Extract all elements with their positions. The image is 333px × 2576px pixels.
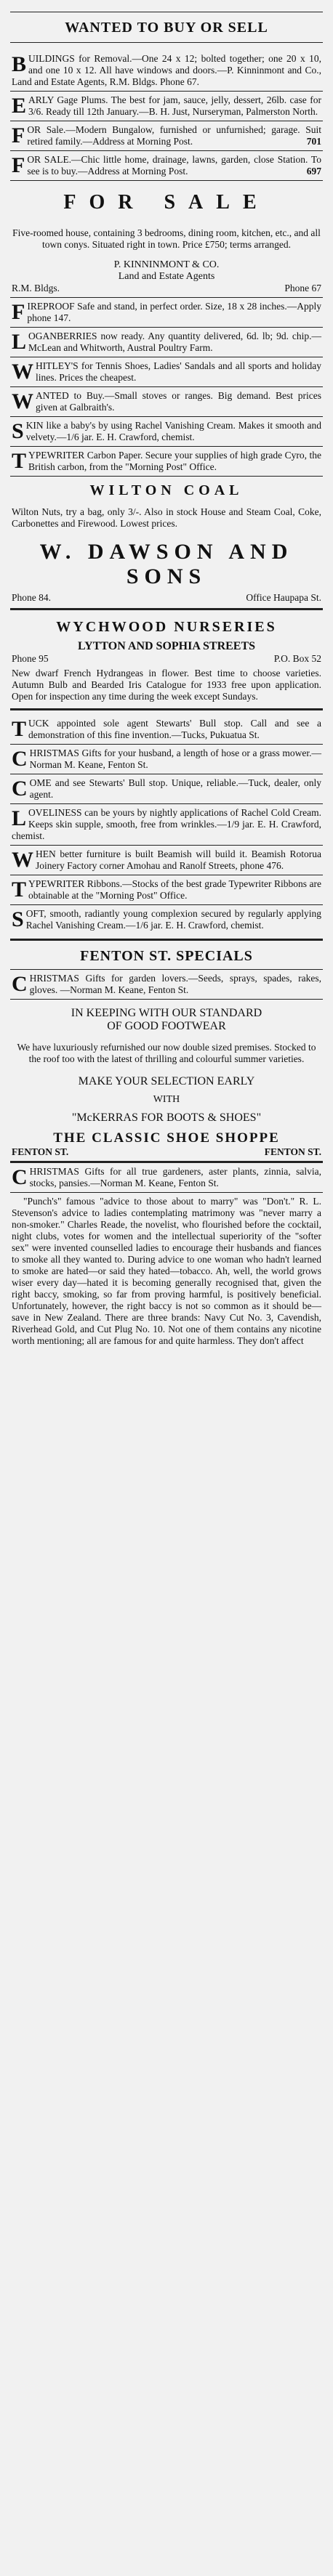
drop-cap: S	[12, 907, 24, 931]
agent-name: P. KINNINMONT & CO.	[113, 259, 220, 270]
drop-cap: T	[12, 717, 27, 741]
ad-bull-stop	[0, 774, 333, 803]
ad-carbon-paper	[0, 447, 333, 476]
ad-text: UILDINGS for Removal.—One 24 x 12; bolted together; one 20 x 10, and one 10 x 12. All have windows and doors.—P. Kinninmont and Co., Land and Estate Agents, R.M. Bldgs. Phone 67.	[12, 53, 321, 87]
ad-christmas-gardeners	[0, 1163, 333, 1192]
ad-text: ANTED to Buy.—Small stoves or ranges. Big demand. Best prices given at Galbraith's.	[36, 390, 321, 413]
drop-cap: L	[12, 330, 27, 354]
dawson-contact-row	[0, 592, 333, 608]
ad-number: 697	[306, 166, 321, 177]
drop-cap: W	[12, 389, 33, 413]
ad-text: HRISTMAS Gifts for your husband, a length of hose or a grass mower.—Norman M. Keane, Fenton St.	[29, 748, 321, 770]
fenton-right: FENTON ST.	[264, 1146, 321, 1157]
for-sale-text: Five-roomed house, containing 3 bedrooms, dining room, kitchen, etc., and all town conys. Situated right in town. Price £750; terms arranged.	[12, 227, 321, 250]
agent-desc: Land and Estate Agents	[118, 271, 215, 282]
ads-group-3	[0, 715, 333, 934]
ad-text: HEN better furniture is built Beamish will build it. Beamish Rotorua Joinery Factory corner Amohau and Ranolf Streets, phone 476.	[36, 848, 321, 871]
drop-cap: W	[12, 848, 33, 872]
ad-plums	[0, 92, 333, 121]
ad-skin-cream	[0, 417, 333, 446]
ad-loganberries	[0, 328, 333, 357]
ad-chic-home	[0, 151, 333, 180]
ad-vanishing-cream	[0, 905, 333, 934]
ad-number: 701	[306, 136, 321, 147]
drop-cap: F	[12, 300, 25, 324]
ad-text: OFT, smooth, radiantly young complexion secured by regularly applying Rachel Vanishing Cream.—1/6 jar. E. H. Crawford, chemist.	[25, 908, 321, 931]
dawson-name: W. DAWSON AND SONS	[39, 540, 294, 588]
heavy-rule	[10, 708, 323, 710]
footwear-ad	[0, 1007, 333, 1161]
wychwood-phone: Phone 95	[12, 653, 49, 664]
ad-bungalow	[0, 121, 333, 150]
ad-typewriter-ribbons	[0, 875, 333, 904]
footwear-make: MAKE YOUR SELECTION EARLY	[78, 1075, 255, 1087]
drop-cap: W	[12, 360, 33, 384]
ad-divider	[10, 999, 323, 1000]
ad-tuck-agent	[0, 715, 333, 744]
ads-group-2	[0, 298, 333, 476]
ad-text: OME and see Stewarts' Bull stop. Unique, reliable.—Tuck, dealer, only agent.	[29, 777, 321, 800]
agent-address: R.M. Bldgs.	[12, 283, 60, 293]
drop-cap: F	[12, 123, 25, 147]
drop-cap: T	[12, 449, 27, 473]
for-sale-title: FOR SALE	[63, 191, 270, 214]
footwear-mckerras: "McKERRAS FOR BOOTS & SHOES"	[71, 1111, 262, 1124]
for-sale-ad	[0, 181, 333, 297]
wilton-text: Wilton Nuts, try a bag, only 3/-. Also in stock House and Steam Coal, Coke, Carbonettes and Firewood. Lowest prices.	[12, 506, 321, 529]
ad-garden-lovers	[0, 970, 333, 999]
ad-text: KIN like a baby's by using Rachel Vanishing Cream. Makes it smooth and velvety.—1/6 jar. E. H. Crawford, chemist.	[25, 420, 321, 442]
drop-cap: C	[12, 777, 28, 801]
ad-text: HRISTMAS Gifts for garden lovers.—Seeds, sprays, spades, rakes, gloves. —Norman M. Keane, Fenton St.	[29, 973, 321, 995]
ad-text: ARLY Gage Plums. The best for jam, sauce, jelly, dessert, 26lb. case for 3/6. Ready till 12th January.—B. H. Just, Nurseryman, Palmerston North.	[28, 94, 321, 117]
ad-christmas-husband	[0, 745, 333, 774]
ad-text: OGANBERRIES now ready. Any quantity delivered, 6d. lb; 9d. chip.—McLean and Whitworth, Austral Poultry Farm.	[28, 331, 321, 353]
wychwood-contact-row	[0, 653, 333, 665]
section-title: WANTED TO BUY OR SELL	[65, 20, 268, 36]
drop-cap: E	[12, 94, 27, 118]
drop-cap: S	[12, 419, 24, 443]
ad-text: YPEWRITER Ribbons.—Stocks of the best grade Typewriter Ribbons are obtainable at the "Morning Post" Office.	[28, 878, 321, 901]
ad-cold-cream	[0, 804, 333, 845]
ad-whitleys	[0, 357, 333, 386]
wychwood-text: New dwarf French Hydrangeas in flower. Best time to choose varieties. Autumn Bulb and Bearded Iris Catalogue for 1933 free upon application. Open for inspection any time during the week except Sundays.	[12, 668, 321, 702]
ads-group-1	[0, 50, 333, 180]
ad-text: HRISTMAS Gifts for all true gardeners, aster plants, zinnia, salvia, stocks, pansies.—Norman M. Keane, Fenton St.	[29, 1166, 321, 1188]
agent-phone: Phone 67	[284, 283, 321, 293]
wychwood-ad	[0, 610, 333, 708]
drop-cap: C	[12, 747, 28, 771]
ad-buildings	[0, 50, 333, 91]
fenton-left: FENTON ST.	[12, 1146, 69, 1157]
ad-text: OR Sale.—Modern Bungalow, furnished or unfurnished; garage. Suit retired family.—Address at Morning Post.	[27, 124, 321, 147]
drop-cap: C	[12, 1165, 28, 1189]
dawson-office: Office Haupapa St.	[246, 592, 321, 603]
drop-cap: L	[12, 806, 27, 830]
wychwood-streets: LYTTON AND SOPHIA STREETS	[77, 640, 256, 652]
drop-cap: T	[12, 878, 27, 902]
wilton-coal-ad	[0, 477, 333, 608]
punch-article: "Punch's" famous "advice to those about to marry" was "Don't." R. L. Stevenson's advice to ladies contemplating matrimony was "never marry a non-smoker." Charles Reade, the novelist, who flourished before the cocktail, night clubs, votes for women and the intellectual superiority of the "softer sex" were invented counselled ladies to encourage their husbands and fiances to smoke all they wanted to. During advice to one woman who hadn't learned to smoke are hated—or said they hated—tobacco. Ah, well, the world grows wiser every day—hated it is becoming generally recognised that, given the right baccy, smoking, so far from proving harmful, is positively beneficial. Unfortunately, however, the right baccy is not so common as it should be—save in New Zealand. There are three brands: Navy Cut No. 3, Cavendish, Riverhead Gold, and Cut Plug No. 10. Not one of them contains any nicotine worth mentioning; all are famous for and quite harmless. They don't affect	[12, 1196, 321, 1346]
footwear-line2: OF GOOD FOOTWEAR	[107, 1020, 226, 1032]
ad-fireproof-safe	[0, 298, 333, 327]
footwear-text: We have luxuriously refurnished our now double sized premises. Stocked to the roof too with the latest of thrilling and colourful summer varieties.	[17, 1042, 316, 1064]
footwear-shoppe: THE CLASSIC SHOE SHOPPE	[53, 1130, 280, 1146]
footwear-fenton-row	[0, 1146, 333, 1161]
ad-text: HITLEY'S for Tennis Shoes, Ladies' Sandals and all sports and holiday lines. Prices the cheapest.	[36, 360, 321, 383]
fenton-title: FENTON ST. SPECIALS	[80, 948, 253, 964]
ad-text: IREPROOF Safe and stand, in perfect order. Size, 18 x 28 inches.—Apply phone 147.	[27, 301, 321, 323]
ad-text: YPEWRITER Carbon Paper. Secure your supplies of high grade Cyro, the British carbon, from the "Morning Post" Office.	[28, 450, 321, 472]
ad-text: OR SALE.—Chic little home, drainage, lawns, garden, close Station. To see is to buy.—Address at Morning Post.	[27, 154, 321, 177]
wychwood-title: WYCHWOOD NURSERIES	[56, 619, 277, 635]
footwear-with: WITH	[153, 1094, 180, 1105]
ad-wanted-stoves	[0, 387, 333, 416]
dawson-phone: Phone 84.	[12, 592, 51, 603]
wilton-title: WILTON COAL	[89, 482, 244, 498]
ad-text: OVELINESS can be yours by nightly applications of Rachel Cold Cream. Keeps skin supple, smooth, free from wrinkles.—1/9 jar. E. H. Crawford, chemist.	[12, 807, 321, 841]
footwear-line1: IN KEEPING WITH OUR STANDARD	[71, 1007, 262, 1019]
ad-text: UCK appointed sole agent Stewarts' Bull stop. Call and see a demonstration of this fine invention.—Tucks, Pukuatua St.	[28, 718, 321, 740]
drop-cap: B	[12, 52, 27, 76]
wychwood-box: P.O. Box 52	[273, 653, 321, 664]
drop-cap: F	[12, 153, 25, 177]
agent-contact-row	[0, 283, 333, 297]
ad-beamish	[0, 846, 333, 875]
drop-cap: C	[12, 972, 28, 996]
section-rule	[10, 42, 323, 43]
